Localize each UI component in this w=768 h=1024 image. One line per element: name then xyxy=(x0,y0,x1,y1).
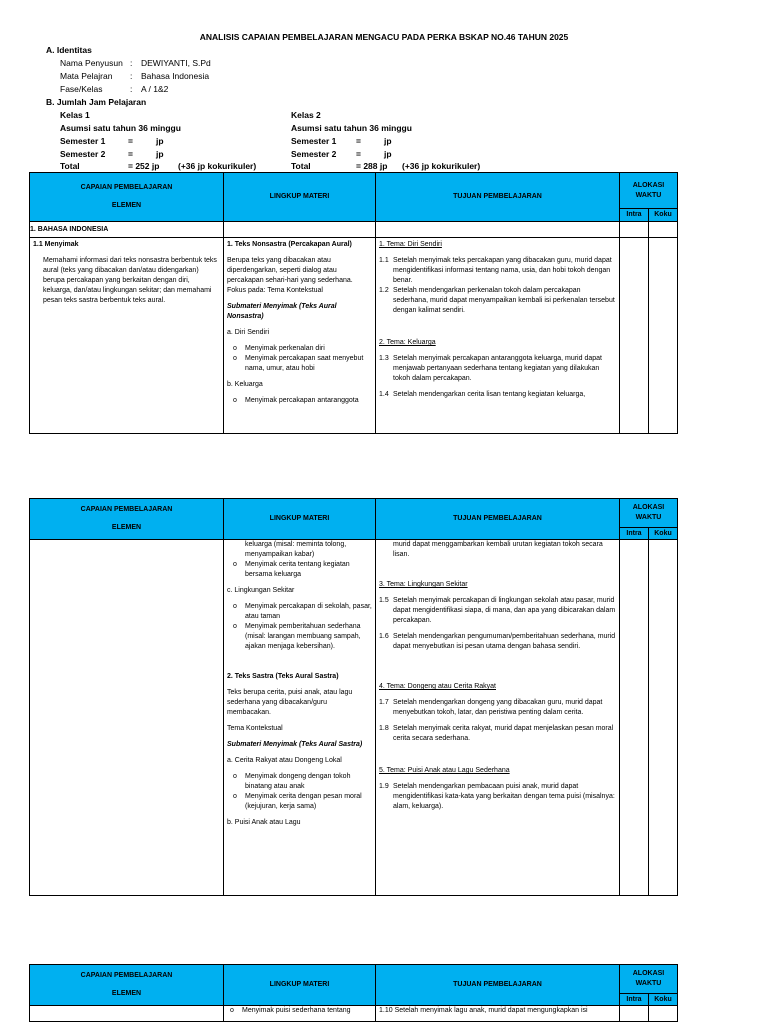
jam-heading: B. Jumlah Jam Pelajaran xyxy=(46,97,147,107)
lingkup-cell xyxy=(224,238,376,434)
header-intra: Intra xyxy=(620,528,649,540)
lm2-text: Teks berupa cerita, puisi anak, atau lagu sederhana yang dibacakan/guru membacakan. xyxy=(227,689,353,716)
identitas-key-nama: Nama Penyusun xyxy=(60,58,123,68)
tp-item: 1.8 Setelah menyimak cerita rakyat, murid dapat menjelaskan pesan moral cerita secara sederhana. xyxy=(379,725,614,742)
header-tujuan: TUJUAN PEMBELAJARAN xyxy=(376,173,620,222)
identitas-heading: A. Identitas xyxy=(46,45,92,55)
header-lingkup: LINGKUP MATERI xyxy=(224,173,376,222)
tp-theme: 2. Tema: Keluarga xyxy=(379,339,436,346)
tp-item: 1.5 Setelah menyimak percakapan di lingkungan sekolah atau pasar, murid dapat mengidentifikasi siapa, di mana, dan apa yang dibicarakan dalam percakapan. xyxy=(379,597,616,624)
kelas1-total-val: = 252 jp xyxy=(128,161,160,171)
kelas1-sem2-val: jp xyxy=(156,149,164,159)
lm-point-c: c. Lingkungan Sekitar xyxy=(227,587,295,594)
header-cp: CAPAIAN PEMBELAJARAN ELEMEN xyxy=(30,173,224,222)
cp-cell xyxy=(30,540,224,896)
lm2-submateri: Submateri Menyimak (Teks Aural Sastra) xyxy=(227,741,363,748)
lm-text: Berupa teks yang dibacakan atau diperdengarkan, seperti dialog atau percakapan sehari-hari yang sederhana. xyxy=(227,257,353,284)
header-koku: Koku xyxy=(649,994,678,1006)
header-cp: CAPAIAN PEMBELAJARAN ELEMEN xyxy=(30,965,224,1006)
tp-item: 1.4 Setelah mendengarkan cerita lisan tentang kegiatan keluarga, xyxy=(379,391,586,398)
kelas1-sem1-val: jp xyxy=(156,136,164,146)
kelas1-sem2-eq: = xyxy=(128,149,133,159)
cp-table-page-1 xyxy=(29,172,678,434)
lm-fokus: Fokus pada: Tema Kontekstual xyxy=(227,287,323,294)
tujuan-cell xyxy=(376,238,620,434)
lm-bullet: o Menyimak perkenalan diri xyxy=(227,344,372,354)
lm-bullet-cont: keluarga (misal: meminta tolong, menyampaikan kabar) xyxy=(245,541,347,558)
identitas-key-mapel: Mata Pelajran xyxy=(60,71,113,81)
lingkup-cell xyxy=(224,1006,376,1022)
cp-table-page-3 xyxy=(29,964,678,1022)
lm2-point-a: a. Cerita Rakyat atau Dongeng Lokal xyxy=(227,757,342,764)
cp-cell xyxy=(30,1006,224,1022)
kelas2-sem1-val: jp xyxy=(384,136,392,146)
kelas2-sem1: Semester 1 xyxy=(291,136,337,146)
header-lingkup: LINGKUP MATERI xyxy=(224,499,376,540)
header-tujuan: TUJUAN PEMBELAJARAN xyxy=(376,965,620,1006)
kelas2-sem1-eq: = xyxy=(356,136,361,146)
lm-bullet: o Menyimak percakapan antaranggota xyxy=(227,396,372,406)
lm2-tema: Tema Kontekstual xyxy=(227,725,283,732)
page-title: ANALISIS CAPAIAN PEMBELAJARAN MENGACU PADA PERKA BSKAP NO.46 TAHUN 2025 xyxy=(199,32,569,42)
lm2-title: 2. Teks Sastra (Teks Aural Sastra) xyxy=(227,673,339,680)
tp-item: 1.1 Setelah menyimak teks percakapan yang dibacakan guru, murid dapat mengidentifikasi informasi tentang nama, usia, dan hobi tokoh dengan benar. xyxy=(379,257,612,284)
kelas2-sem2: Semester 2 xyxy=(291,149,337,159)
identitas-key-fase: Fase/Kelas xyxy=(60,84,103,94)
kelas1-sem2: Semester 2 xyxy=(60,149,106,159)
cp-text: Memahami informasi dari teks nonsastra berbentuk teks aural (teks yang dibacakan dan/atau didengarkan) berupa percakapan yang berkaitan dengan diri, keluarga, dan/atau lingkungan sekitar; dan memahami pesan teks sastra berbentuk teks aural. xyxy=(43,257,217,304)
lm-point-b: b. Keluarga xyxy=(227,381,263,388)
tp-theme: 4. Tema: Dongeng atau Cerita Rakyat xyxy=(379,683,496,690)
header-koku: Koku xyxy=(649,528,678,540)
section-title: 1. BAHASA INDONESIA xyxy=(30,222,224,238)
header-intra: Intra xyxy=(620,209,649,222)
header-alokasi: ALOKASI WAKTU xyxy=(620,965,678,994)
header-alokasi: ALOKASI WAKTU xyxy=(620,173,678,209)
header-tujuan: TUJUAN PEMBELAJARAN xyxy=(376,499,620,540)
tp-item: 1.7 Setelah mendengarkan dongeng yang dibacakan guru, murid dapat menyebutkan tokoh, latar, dan peristiwa penting dalam cerita. xyxy=(379,699,603,716)
header-cp: CAPAIAN PEMBELAJARAN ELEMEN xyxy=(30,499,224,540)
kelas2-total-val: = 288 jp xyxy=(356,161,388,171)
lm-bullet: o Menyimak puisi sederhana tentang xyxy=(224,1006,375,1016)
identitas-sep: : xyxy=(130,84,133,94)
lm-title: 1. Teks Nonsastra (Percakapan Aural) xyxy=(227,241,352,248)
kelas1-title: Kelas 1 xyxy=(60,110,90,120)
kelas2-sem2-eq: = xyxy=(356,149,361,159)
tp-item: 1.6 Setelah mendengarkan pengumuman/pemberitahuan sederhana, murid dapat menyebutkan isi pesan utama dengan bahasa sendiri. xyxy=(379,633,616,650)
tp-item: 1.2 Setelah mendengarkan perkenalan tokoh dalam percakapan sederhana, murid dapat menyampaikan kembali isi perkenalan tersebut dengan kalimat sendiri. xyxy=(379,287,615,314)
kelas1-extra: (+36 jp kokurikuler) xyxy=(178,161,257,171)
kelas2-asumsi: Asumsi satu tahun 36 minggu xyxy=(291,123,412,133)
cp-title: 1.1 Menyimak xyxy=(33,241,79,248)
tp-theme: 1. Tema: Diri Sendiri xyxy=(379,241,442,248)
tujuan-cell xyxy=(376,540,620,896)
lm2-point-b: b. Puisi Anak atau Lagu xyxy=(227,819,301,826)
tp-item: 1.9 Setelah mendengarkan pembacaan puisi anak, murid dapat mengidentifikasi kata-kata yang berkaitan dengan tema puisi (misalnya: alam, keluarga). xyxy=(379,783,615,810)
lm-bullet: o Menyimak percakapan saat menyebut nama, umur, atau hobi xyxy=(227,354,372,374)
identitas-val-mapel: Bahasa Indonesia xyxy=(141,71,210,81)
tp-theme: 3. Tema: Lingkungan Sekitar xyxy=(379,581,468,588)
header-intra: Intra xyxy=(620,994,649,1006)
kelas1-sem1-eq: = xyxy=(128,136,133,146)
kelas2-sem2-val: jp xyxy=(384,149,392,159)
cp-table-page-2 xyxy=(29,498,678,896)
tp-item-cont: murid dapat menggambarkan kembali urutan kegiatan tokoh secara lisan. xyxy=(393,541,603,558)
tp-theme: 5. Tema: Puisi Anak atau Lagu Sederhana xyxy=(379,767,510,774)
kelas1-sem1: Semester 1 xyxy=(60,136,106,146)
lm-bullet: o Menyimak dongeng dengan tokoh binatang atau anak xyxy=(227,772,372,792)
kelas2-extra: (+36 jp kokurikuler) xyxy=(402,161,481,171)
kelas2-title: Kelas 2 xyxy=(291,110,321,120)
identitas-sep: : xyxy=(130,71,133,81)
lm-bullet: o Menyimak cerita tentang kegiatan bersama keluarga xyxy=(227,560,372,580)
kelas2-total: Total xyxy=(291,161,311,171)
identitas-sep: : xyxy=(130,58,133,68)
lm-bullet: o Menyimak cerita dengan pesan moral (kejujuran, kerja sama) xyxy=(227,792,372,812)
lm-submateri: Submateri Menyimak (Teks Aural Nonsastra) xyxy=(227,303,337,320)
lm-bullet: o Menyimak pemberitahuan sederhana (misal: larangan membuang sampah, ajakan menjaga kebersihan). xyxy=(227,622,372,652)
identitas-val-fase: A / 1&2 xyxy=(141,84,169,94)
tp-item: 1.3 Setelah menyimak percakapan antaranggota keluarga, murid dapat menjawab pertanyaan sederhana tentang kegiatan yang dilakukan tokoh dalam percakapan. xyxy=(379,355,602,382)
header-koku: Koku xyxy=(649,209,678,222)
header-lingkup: LINGKUP MATERI xyxy=(224,965,376,1006)
tujuan-cell xyxy=(376,1006,620,1022)
lingkup-cell xyxy=(224,540,376,896)
tp-item: 1.10 Setelah menyimak lagu anak, murid dapat mengungkapkan isi xyxy=(379,1007,588,1014)
lm-bullet: o Menyimak percakapan di sekolah, pasar, atau taman xyxy=(227,602,372,622)
identitas-val-nama: DEWIYANTI, S.Pd xyxy=(141,58,211,68)
kelas1-total: Total xyxy=(60,161,80,171)
kelas1-asumsi: Asumsi satu tahun 36 minggu xyxy=(60,123,181,133)
lm-point-a: a. Diri Sendiri xyxy=(227,329,270,336)
header-alokasi: ALOKASI WAKTU xyxy=(620,499,678,528)
cp-cell xyxy=(30,238,224,434)
